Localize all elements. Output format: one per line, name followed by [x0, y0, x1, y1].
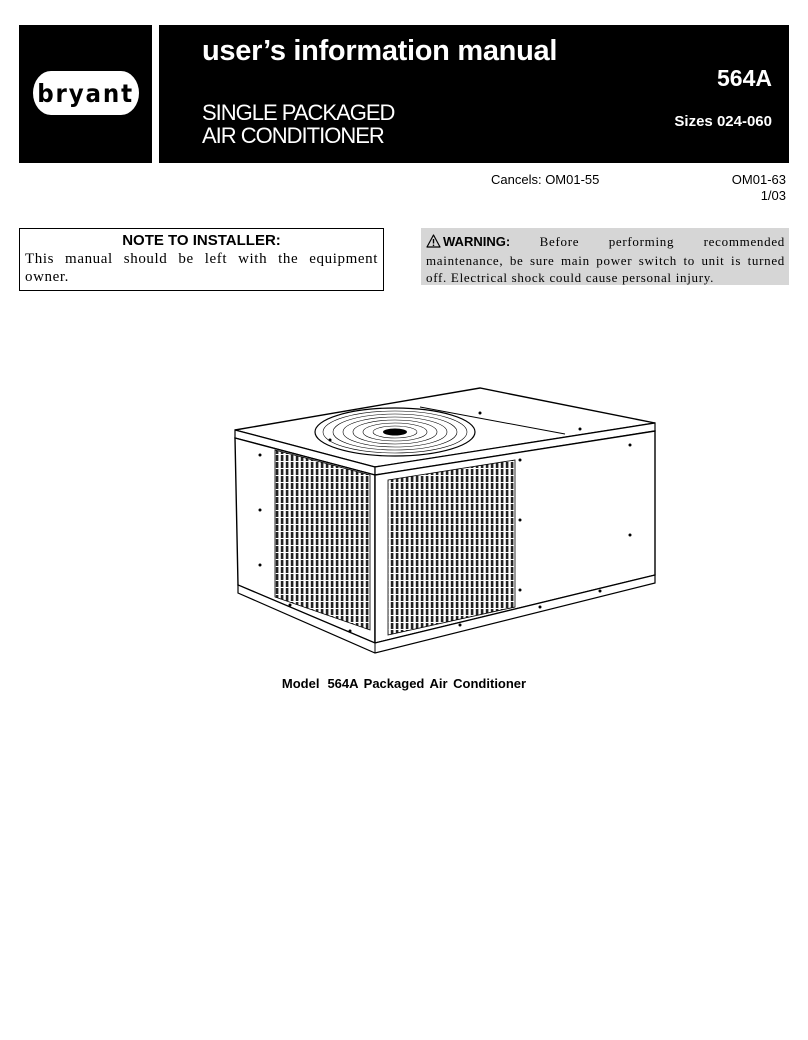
figure-caption-text: 564A Packaged Air Conditioner — [327, 676, 527, 691]
manual-title: user’s information manual — [202, 35, 558, 67]
warning-body: Before performing recommended maintenance, be sure main power switch to unit is turned off. Electrical shock could cause personal injury. — [426, 234, 785, 285]
document-number: OM01-63 — [731, 172, 786, 187]
document-id — [732, 172, 786, 204]
cancels-note: Cancels: OM01-55 — [491, 172, 600, 187]
installer-note-body: This manual should be left with the equipment owner. — [25, 251, 378, 285]
warning-label: WARNING: — [443, 234, 511, 249]
warning-box — [421, 228, 789, 285]
subtitle-line-1: SINGLE PACKAGED — [202, 100, 395, 125]
figure-caption-model: Model — [281, 676, 320, 691]
figure-caption — [0, 676, 808, 691]
brand-logo — [33, 71, 139, 115]
installer-note-box — [19, 228, 384, 291]
installer-note-title: NOTE TO INSTALLER: — [122, 232, 281, 249]
logo-block — [19, 25, 152, 163]
brand-logo-text: bryant — [37, 78, 135, 108]
document-date: 1/03 — [760, 188, 786, 203]
subtitle-line-2: AIR CONDITIONER — [202, 123, 384, 148]
fan-grille-icon — [315, 408, 475, 456]
product-subtitle — [202, 101, 394, 147]
air-conditioner-illustration — [230, 385, 660, 660]
model-number: 564A — [717, 65, 772, 91]
warning-text — [426, 233, 785, 286]
warning-triangle-icon — [426, 234, 441, 252]
unit-sizes: Sizes 024-060 — [674, 113, 772, 130]
title-banner — [159, 25, 789, 163]
